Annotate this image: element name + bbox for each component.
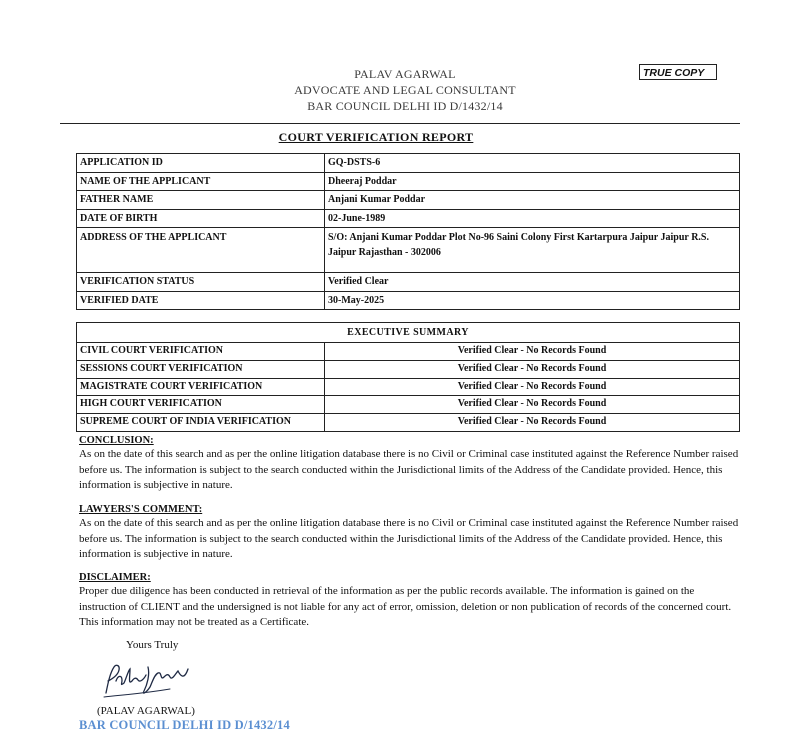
executive-summary-title: EXECUTIVE SUMMARY <box>77 323 740 343</box>
info-value: Verified Clear <box>325 273 740 292</box>
summary-value: Verified Clear - No Records Found <box>325 414 740 432</box>
info-value: GQ-DSTS-6 <box>325 154 740 173</box>
table-row <box>77 191 740 210</box>
table-row <box>77 273 740 292</box>
conclusion-heading: CONCLUSION: <box>79 435 154 446</box>
info-value: Anjani Kumar Poddar <box>325 191 740 210</box>
info-label: VERIFICATION STATUS <box>77 273 325 292</box>
lawyers-comment-heading: LAWYERS'S COMMENT: <box>79 504 203 515</box>
disclaimer-text: Proper due diligence has been conducted in retrieval of the information as per the public records available. The information is gained on the instruction of CLIENT and the undersigned is not liable for any act of error, omission, deletion or non publication of records of the concerned court. This information may not be treated as a Certificate. <box>79 585 732 628</box>
summary-label: SESSIONS COURT VERIFICATION <box>77 360 325 378</box>
summary-label: CIVIL COURT VERIFICATION <box>77 343 325 361</box>
signatory-bar-id: BAR COUNCIL DELHI ID D/1432/14 <box>79 718 290 732</box>
table-row <box>77 343 740 361</box>
summary-label: MAGISTRATE COURT VERIFICATION <box>77 378 325 396</box>
bar-council-id: BAR COUNCIL DELHI ID D/1432/14 <box>307 99 503 113</box>
info-label: ADDRESS OF THE APPLICANT <box>77 228 325 273</box>
conclusion-text: As on the date of this search and as per the online litigation database there is no Civil or Criminal case instituted against the Reference Number raised before us. The information is subject to the search conducted within the Jurisdictional limits of the Address of the Candidate provided. Hence, this information is subjective in nature. <box>79 448 739 491</box>
signatory-name: (PALAV AGARWAL) <box>97 705 195 717</box>
info-label: NAME OF THE APPLICANT <box>77 172 325 191</box>
info-label: VERIFIED DATE <box>77 291 325 310</box>
table-row <box>77 360 740 378</box>
info-value: Dheeraj Poddar <box>325 172 740 191</box>
info-label: APPLICATION ID <box>77 154 325 173</box>
summary-label: HIGH COURT VERIFICATION <box>77 396 325 414</box>
info-value: 02-June-1989 <box>325 209 740 228</box>
disclaimer-heading: DISCLAIMER: <box>79 572 151 583</box>
advocate-name: PALAV AGARWAL <box>354 67 456 81</box>
disclaimer-section <box>79 571 739 631</box>
table-row <box>77 228 740 273</box>
info-label: FATHER NAME <box>77 191 325 210</box>
advocate-designation: ADVOCATE AND LEGAL CONSULTANT <box>294 83 516 97</box>
table-row <box>77 154 740 173</box>
executive-summary-table <box>76 322 740 432</box>
table-row <box>77 209 740 228</box>
table-row <box>77 291 740 310</box>
closing-text: Yours Truly <box>126 639 179 651</box>
summary-value: Verified Clear - No Records Found <box>325 343 740 361</box>
report-title: COURT VERIFICATION REPORT <box>278 130 474 144</box>
info-label: DATE OF BIRTH <box>77 209 325 228</box>
lawyers-comment-text: As on the date of this search and as per the online litigation database there is no Civil or Criminal case instituted against the Reference Number raised before us. The information is subject to the search conducted within the Jurisdictional limits of the Address of the Candidate provided. Hence, this information is subjective in nature. <box>79 517 739 560</box>
table-header-row <box>77 323 740 343</box>
table-row <box>77 172 740 191</box>
summary-value: Verified Clear - No Records Found <box>325 360 740 378</box>
conclusion-section <box>79 434 739 494</box>
applicant-info-table <box>76 153 740 310</box>
info-value: 30-May-2025 <box>325 291 740 310</box>
header-divider <box>60 123 740 124</box>
table-row <box>77 378 740 396</box>
summary-value: Verified Clear - No Records Found <box>325 378 740 396</box>
lawyers-comment-section <box>79 503 739 563</box>
summary-value: Verified Clear - No Records Found <box>325 396 740 414</box>
signature-image <box>100 661 195 701</box>
true-copy-stamp: TRUE COPY <box>639 64 717 80</box>
table-row <box>77 414 740 432</box>
table-row <box>77 396 740 414</box>
info-value: S/O: Anjani Kumar Poddar Plot No-96 Saini Colony First Kartarpura Jaipur Jaipur R.S. Jaipur Rajasthan - 302006 <box>325 228 740 273</box>
summary-label: SUPREME COURT OF INDIA VERIFICATION <box>77 414 325 432</box>
